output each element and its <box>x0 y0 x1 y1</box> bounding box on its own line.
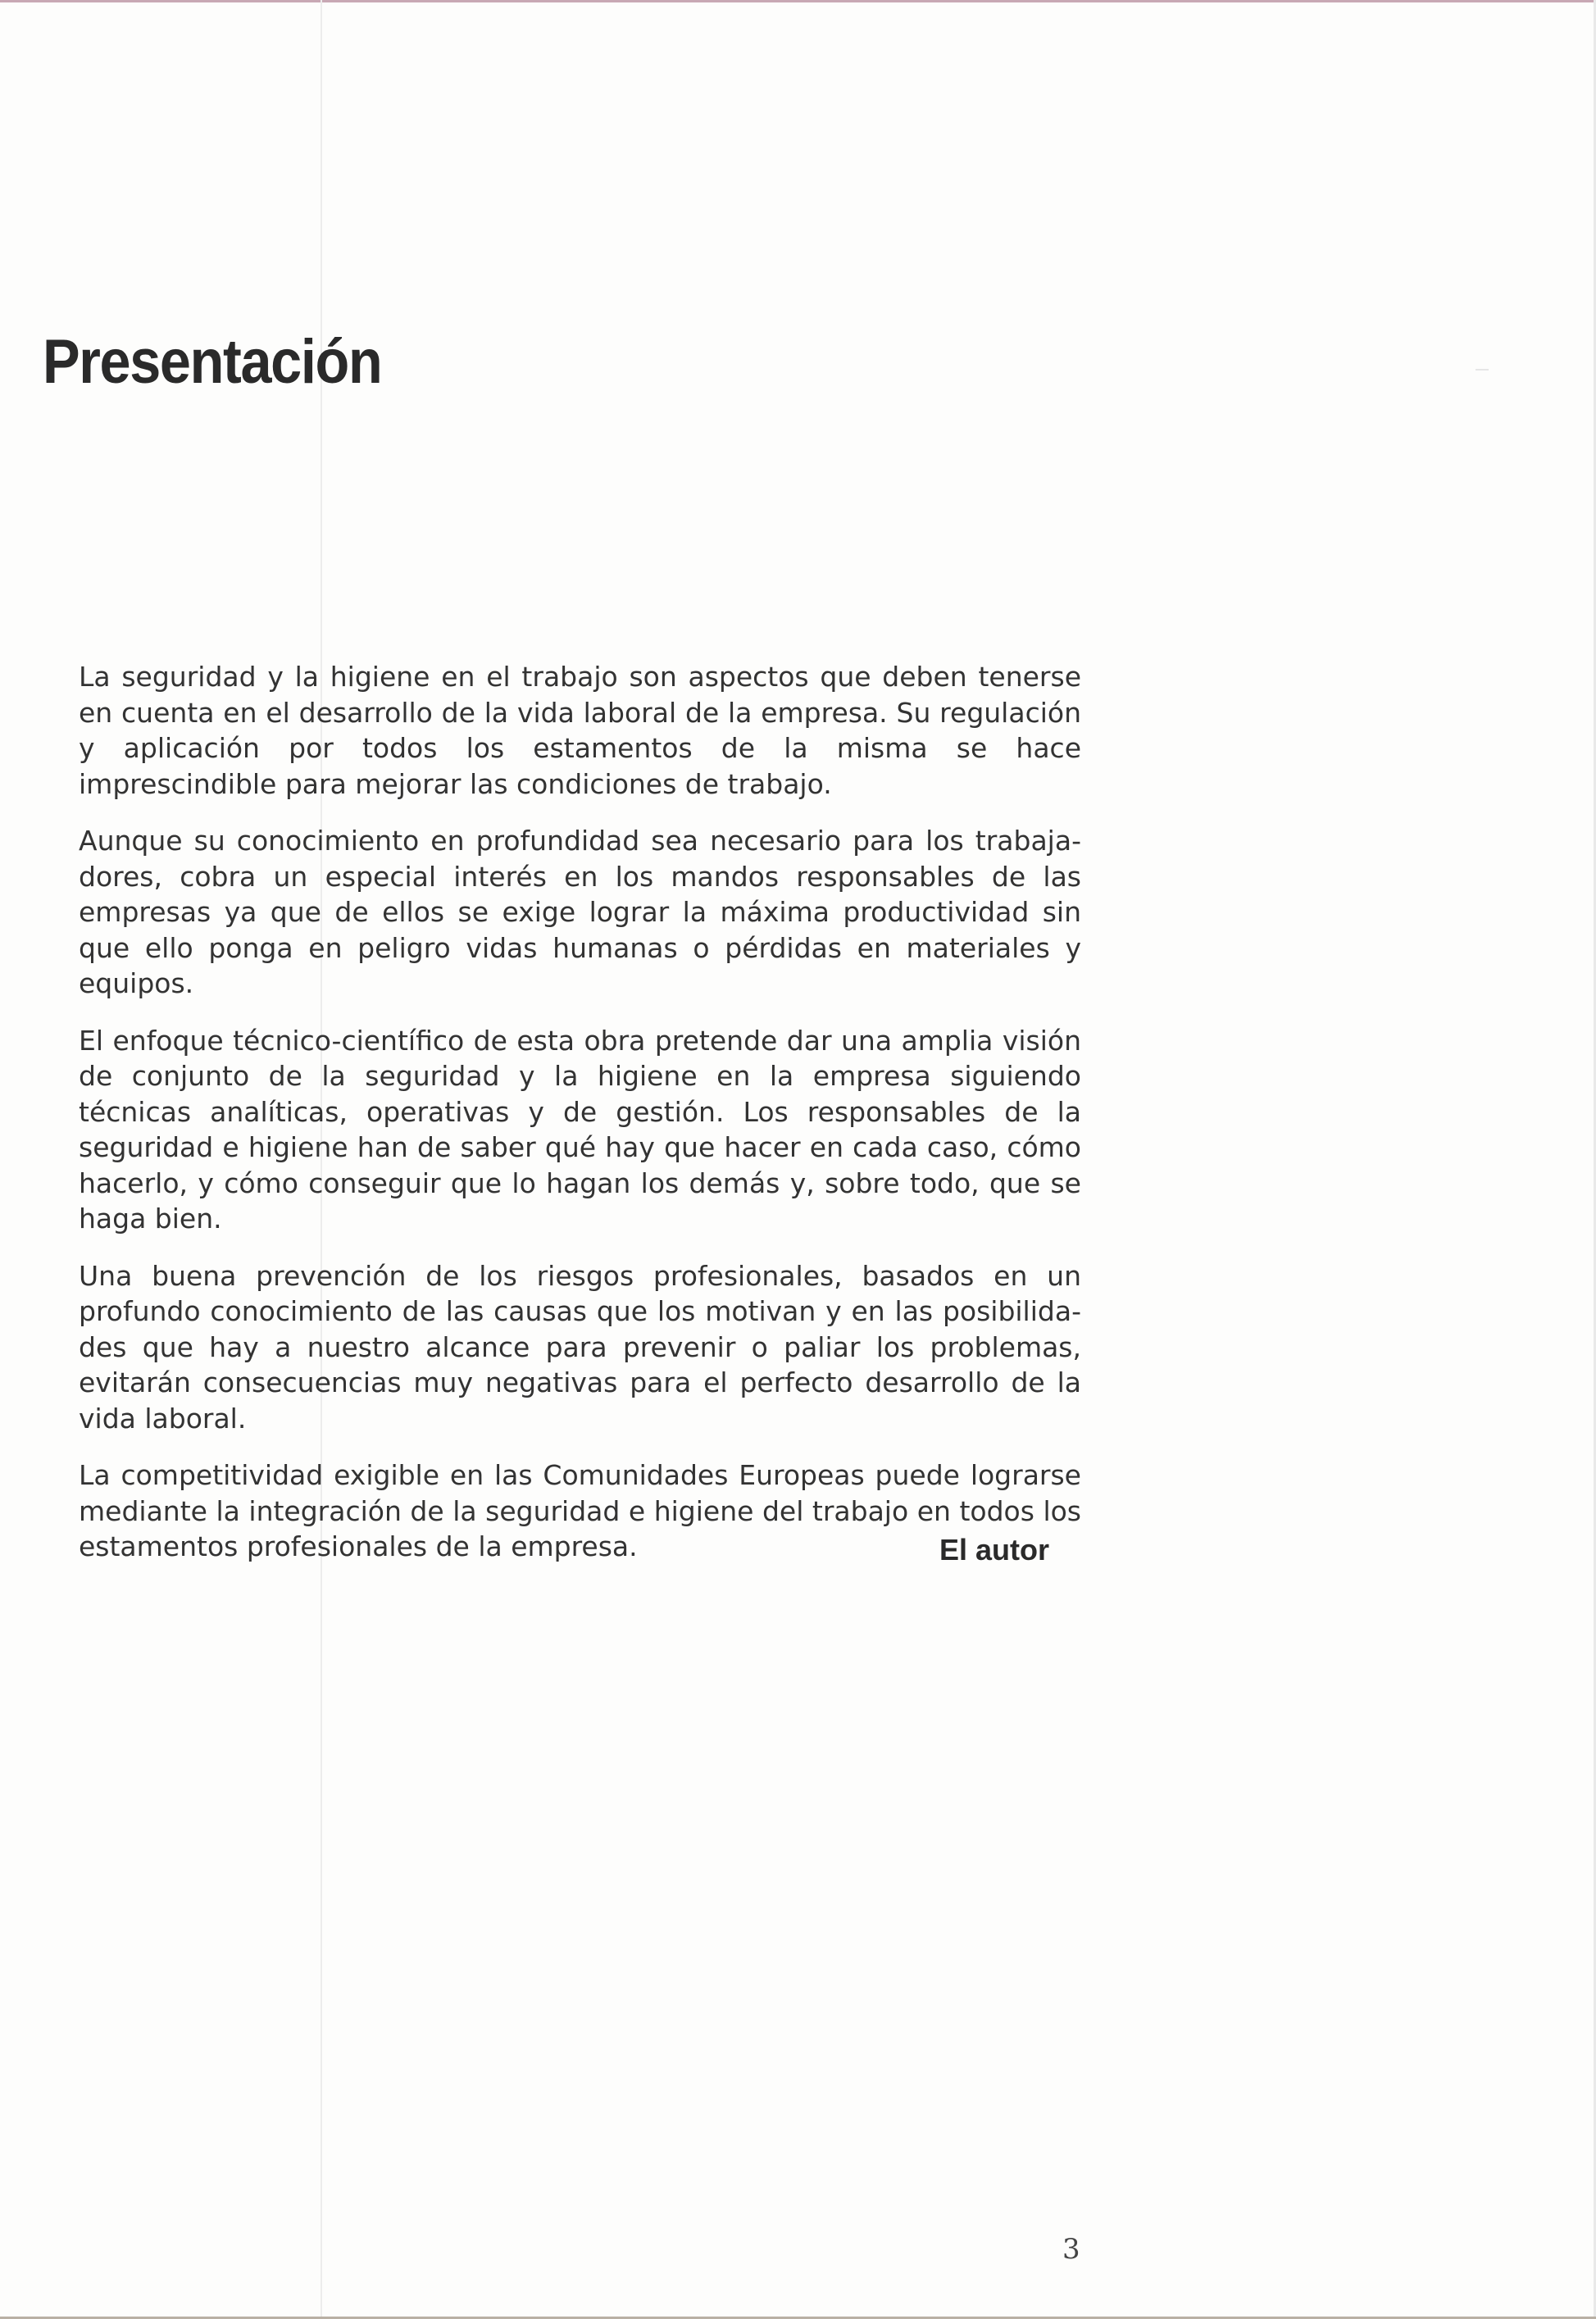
page-number: 3 <box>1062 2233 1080 2266</box>
page-title: Presentación <box>43 327 382 397</box>
margin-mark <box>1476 369 1489 371</box>
paragraph-5: La competitividad exigible en las Comunidades Europeas puede lograrse mediante la integración de la seguridad e higiene del trabajo en todos los estamentos profesionales de la empresa. <box>79 1459 1081 1562</box>
body-text <box>79 659 1081 1586</box>
paragraph-3: El enfoque técnico-científico de esta obra pretende dar una amplia visión de conjunto de la seguridad y la higiene en la empresa siguiendo técnicas analíticas, operativas y de gestión. Los responsables de la seguridad e higiene han de saber qué hay que hacer en cada caso, cómo hacerlo, y cómo conseguir que lo hagan los demás y, sobre todo, que se haga bien. <box>79 1024 1081 1235</box>
paragraph-1: La seguridad y la higiene en el trabajo son aspectos que deben tenerse en cuenta en el desarrollo de la vida laboral de la empresa. Su regulación y aplicación por todos los estamentos de la misma se hace imprescindible para mejorar las condiciones de trabajo. <box>79 661 1081 800</box>
top-edge-line <box>0 0 1596 2</box>
author-signature: El autor <box>939 1533 1049 1566</box>
paragraph-2: Aunque su conocimiento en profundidad sea necesario para los trabajadores, cobra un especial interés en los mandos responsables de las empresas ya que de ellos se exige lograr la máxima productividad sin que ello ponga en peligro vidas humanas o pérdidas en materiales y equipos. <box>79 825 1081 999</box>
paragraph-4: Una buena prevención de los riesgos profesionales, basados en un profundo conocimiento de las causas que los motivan y en las posibilidades que hay a nuestro alcance para prevenir o paliar los problemas, evitarán consecuencias muy negativas para el perfecto desarrollo de la vida laboral. <box>79 1259 1081 1435</box>
